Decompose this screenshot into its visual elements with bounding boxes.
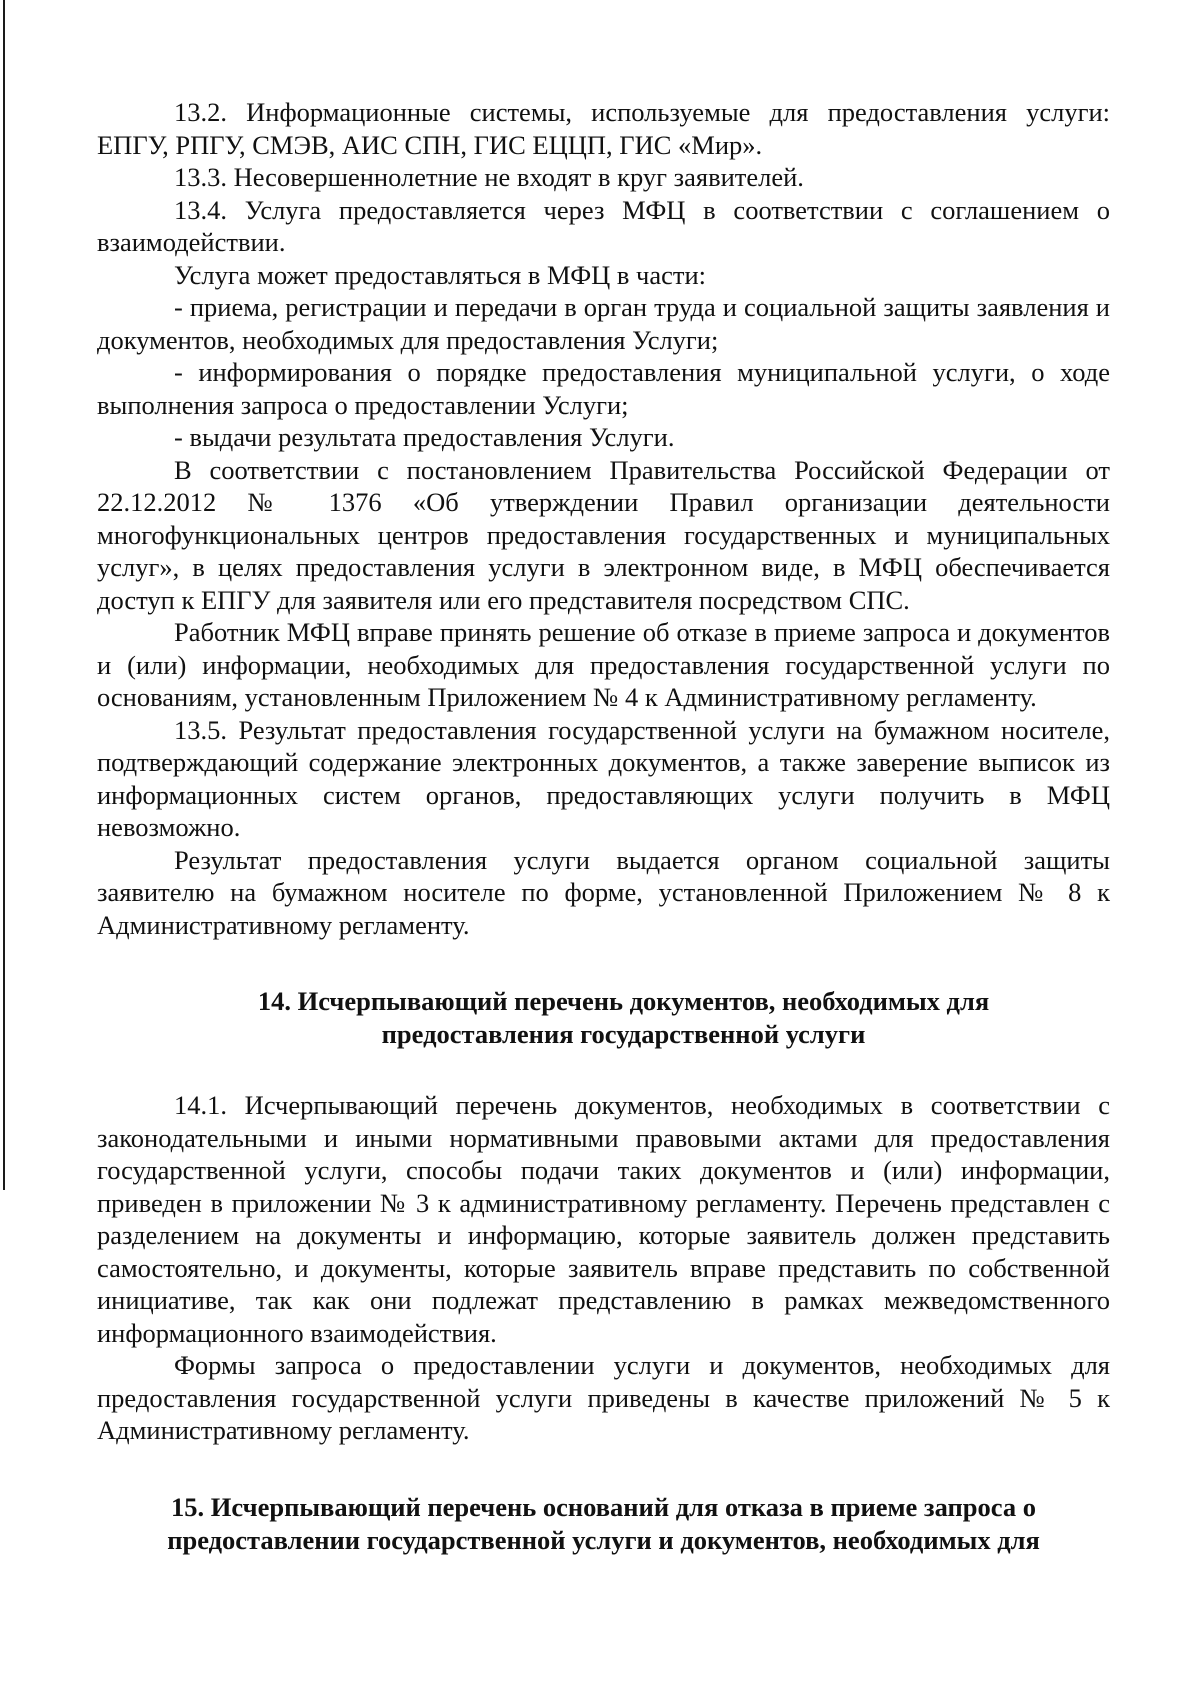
scan-edge-line	[3, 0, 5, 1190]
paragraph-13-4: 13.4. Услуга предоставляется через МФЦ в соответствии с соглашением о взаимодействии.	[97, 194, 1110, 257]
section-heading-15-line1: 15. Исчерпывающий перечень оснований для отказа в приеме запроса о	[171, 1491, 1036, 1522]
list-item-reception: - приема, регистрации и передачи в орган труда и социальной защиты заявления и документов, необходимых для предоставления Услуги;	[97, 292, 1110, 355]
list-item-issuing-result: - выдачи результата предоставления Услуги.	[174, 422, 675, 452]
paragraph-13-5: 13.5. Результат предоставления государственной услуги на бумажном носителе, подтверждающий содержание электронных документов, а также заверение выписок из информационных систем органов, предоставляющих услуги получить в МФЦ невозможно.	[97, 714, 1110, 842]
section-heading-14-line2: предоставления государственной услуги	[381, 1019, 866, 1049]
paragraph-request-forms: Формы запроса о предоставлении услуги и документов, необходимых для предоставления государственной услуги приведены в качестве приложений № 5 к Административному регламенту.	[97, 1350, 1110, 1445]
section-heading-14	[97, 985, 1110, 1051]
section-heading-15-line2: предоставлении государственной услуги и документов, необходимых для	[167, 1524, 1040, 1555]
list-item-informing: - информирования о порядке предоставления муниципальной услуги, о ходе выполнения запроса о предоставлении Услуги;	[97, 357, 1110, 420]
paragraph-13-2: 13.2. Информационные системы, используемые для предоставления услуги: ЕПГУ, РПГУ, СМЭВ, АИС СПН, ГИС ЕЦЦП, ГИС «Мир».	[97, 97, 1110, 160]
paragraph-13-3: 13.3. Несовершеннолетние не входят в круг заявителей.	[174, 162, 804, 192]
paragraph-result-issuance: Результат предоставления услуги выдается органом социальной защиты заявителю на бумажном носителе по форме, установленной Приложением № 8 к Административному регламенту.	[97, 844, 1110, 940]
section-heading-14-line1: 14. Исчерпывающий перечень документов, необходимых для	[257, 986, 990, 1016]
paragraph-mfc-parts-intro: Услуга может предоставляться в МФЦ в части:	[174, 259, 707, 290]
section-heading-15	[97, 1491, 1110, 1557]
document-page	[97, 96, 1110, 1557]
paragraph-14-1: 14.1. Исчерпывающий перечень документов, необходимых в соответствии с законодательными и иными нормативными правовыми актами для предоставления государственной услуги, способы подачи таких документов и (или) информации, приведен в приложении № 3 к административному регламенту. Перечень представлен с разделением на документы и информацию, которые заявитель должен представить самостоятельно, и документы, которые заявитель вправе представить по собственной инициативе, так как они подлежат представлению в рамках межведомственного информационного взаимодействия.	[97, 1090, 1110, 1348]
paragraph-government-decree: В соответствии с постановлением Правительства Российской Федерации от 22.12.2012 № 1376 «Об утверждении Правил организации деятельности многофункциональных центров предоставления государственных и муниципальных услуг», в целях предоставления услуги в электронном виде, в МФЦ обеспечивается доступ к ЕПГУ для заявителя или его представителя посредством СПС.	[97, 454, 1110, 615]
paragraph-mfc-worker-refusal: Работник МФЦ вправе принять решение об отказе в приеме запроса и документов и (или) информации, необходимых для предоставления государственной услуги по основаниям, установленным Приложением № 4 к Административному регламенту.	[97, 617, 1110, 712]
